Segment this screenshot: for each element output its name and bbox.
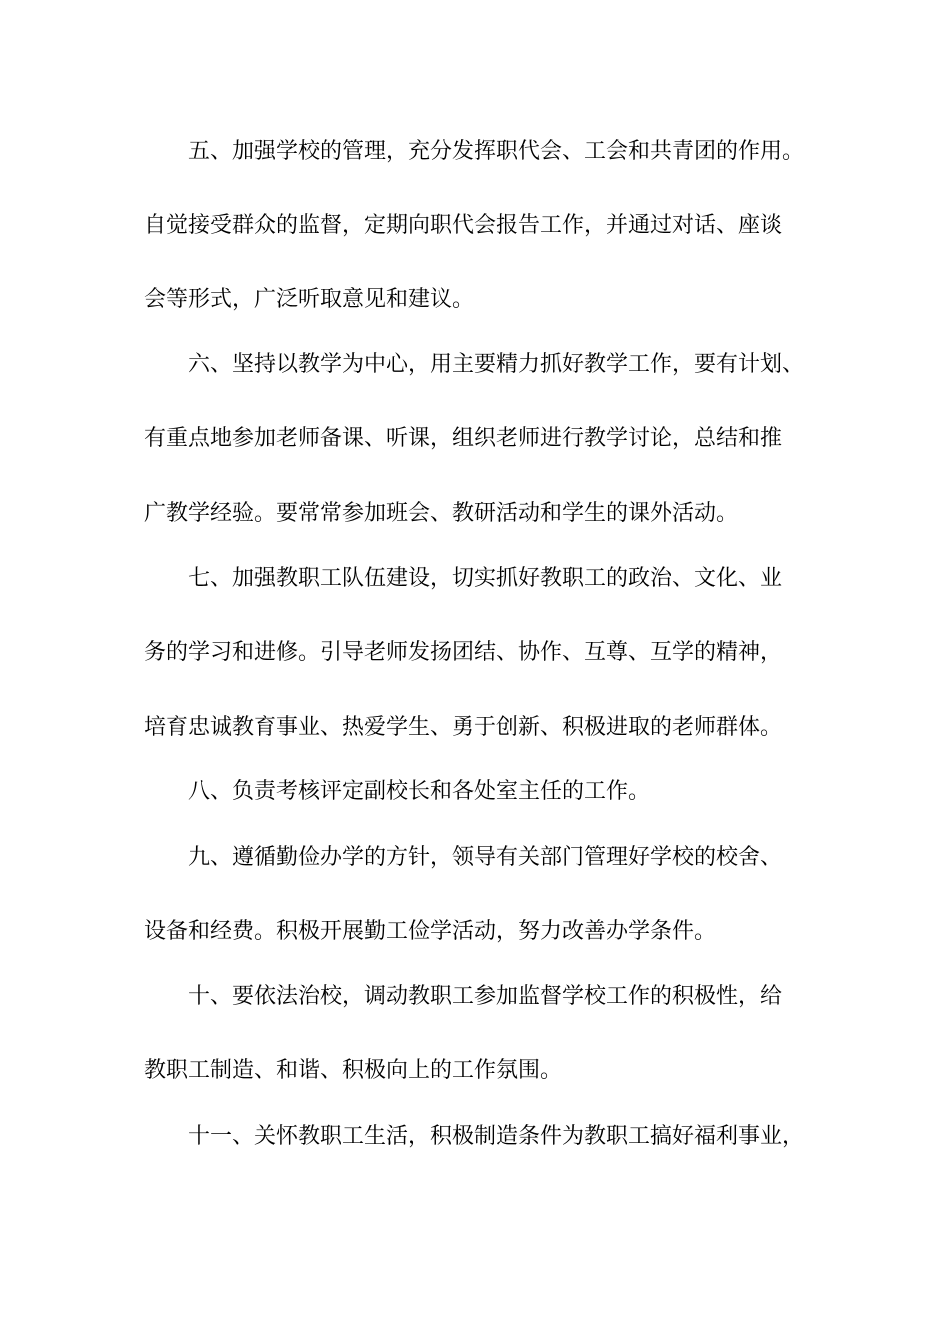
paragraph-10-line-2: 教职工制造、和谐、积极向上的工作氛围。 <box>144 1058 563 1083</box>
paragraph-6-line-2: 有重点地参加老师备课、听课，组织老师进行教学讨论，总结和推 <box>144 426 783 451</box>
paragraph-8-line-1: 八、负责考核评定副校长和各处室主任的工作。 <box>188 779 651 804</box>
paragraph-5-line-3: 会等形式，广泛听取意见和建议。 <box>144 287 475 312</box>
paragraph-7-line-1: 七、加强教职工队伍建设，切实抓好教职工的政治、文化、业 <box>188 566 783 591</box>
paragraph-7-line-2: 务的学习和进修。引导老师发扬团结、协作、互尊、互学的精神， <box>144 640 783 665</box>
paragraph-11-line-1: 十一、关怀教职工生活，积极制造条件为教职工搞好福利事业， <box>188 1124 805 1149</box>
paragraph-9-line-1: 九、遵循勤俭办学的方针，领导有关部门管理好学校的校舍、 <box>188 845 783 870</box>
paragraph-5-line-2: 自觉接受群众的监督，定期向职代会报告工作，并通过对话、座谈 <box>144 213 783 238</box>
paragraph-10-line-1: 十、要依法治校，调动教职工参加监督学校工作的积极性，给 <box>188 984 783 1009</box>
paragraph-7-line-3: 培育忠诚教育事业、热爱学生、勇于创新、积极进取的老师群体。 <box>144 715 783 740</box>
paragraph-5-line-1: 五、加强学校的管理，充分发挥职代会、工会和共青团的作用。 <box>188 139 805 164</box>
paragraph-9-line-2: 设备和经费。积极开展勤工俭学活动，努力改善办学条件。 <box>144 919 717 944</box>
paragraph-6-line-3: 广教学经验。要常常参加班会、教研活动和学生的课外活动。 <box>144 501 739 526</box>
paragraph-6-line-1: 六、坚持以教学为中心，用主要精力抓好教学工作，要有计划、 <box>188 352 805 377</box>
